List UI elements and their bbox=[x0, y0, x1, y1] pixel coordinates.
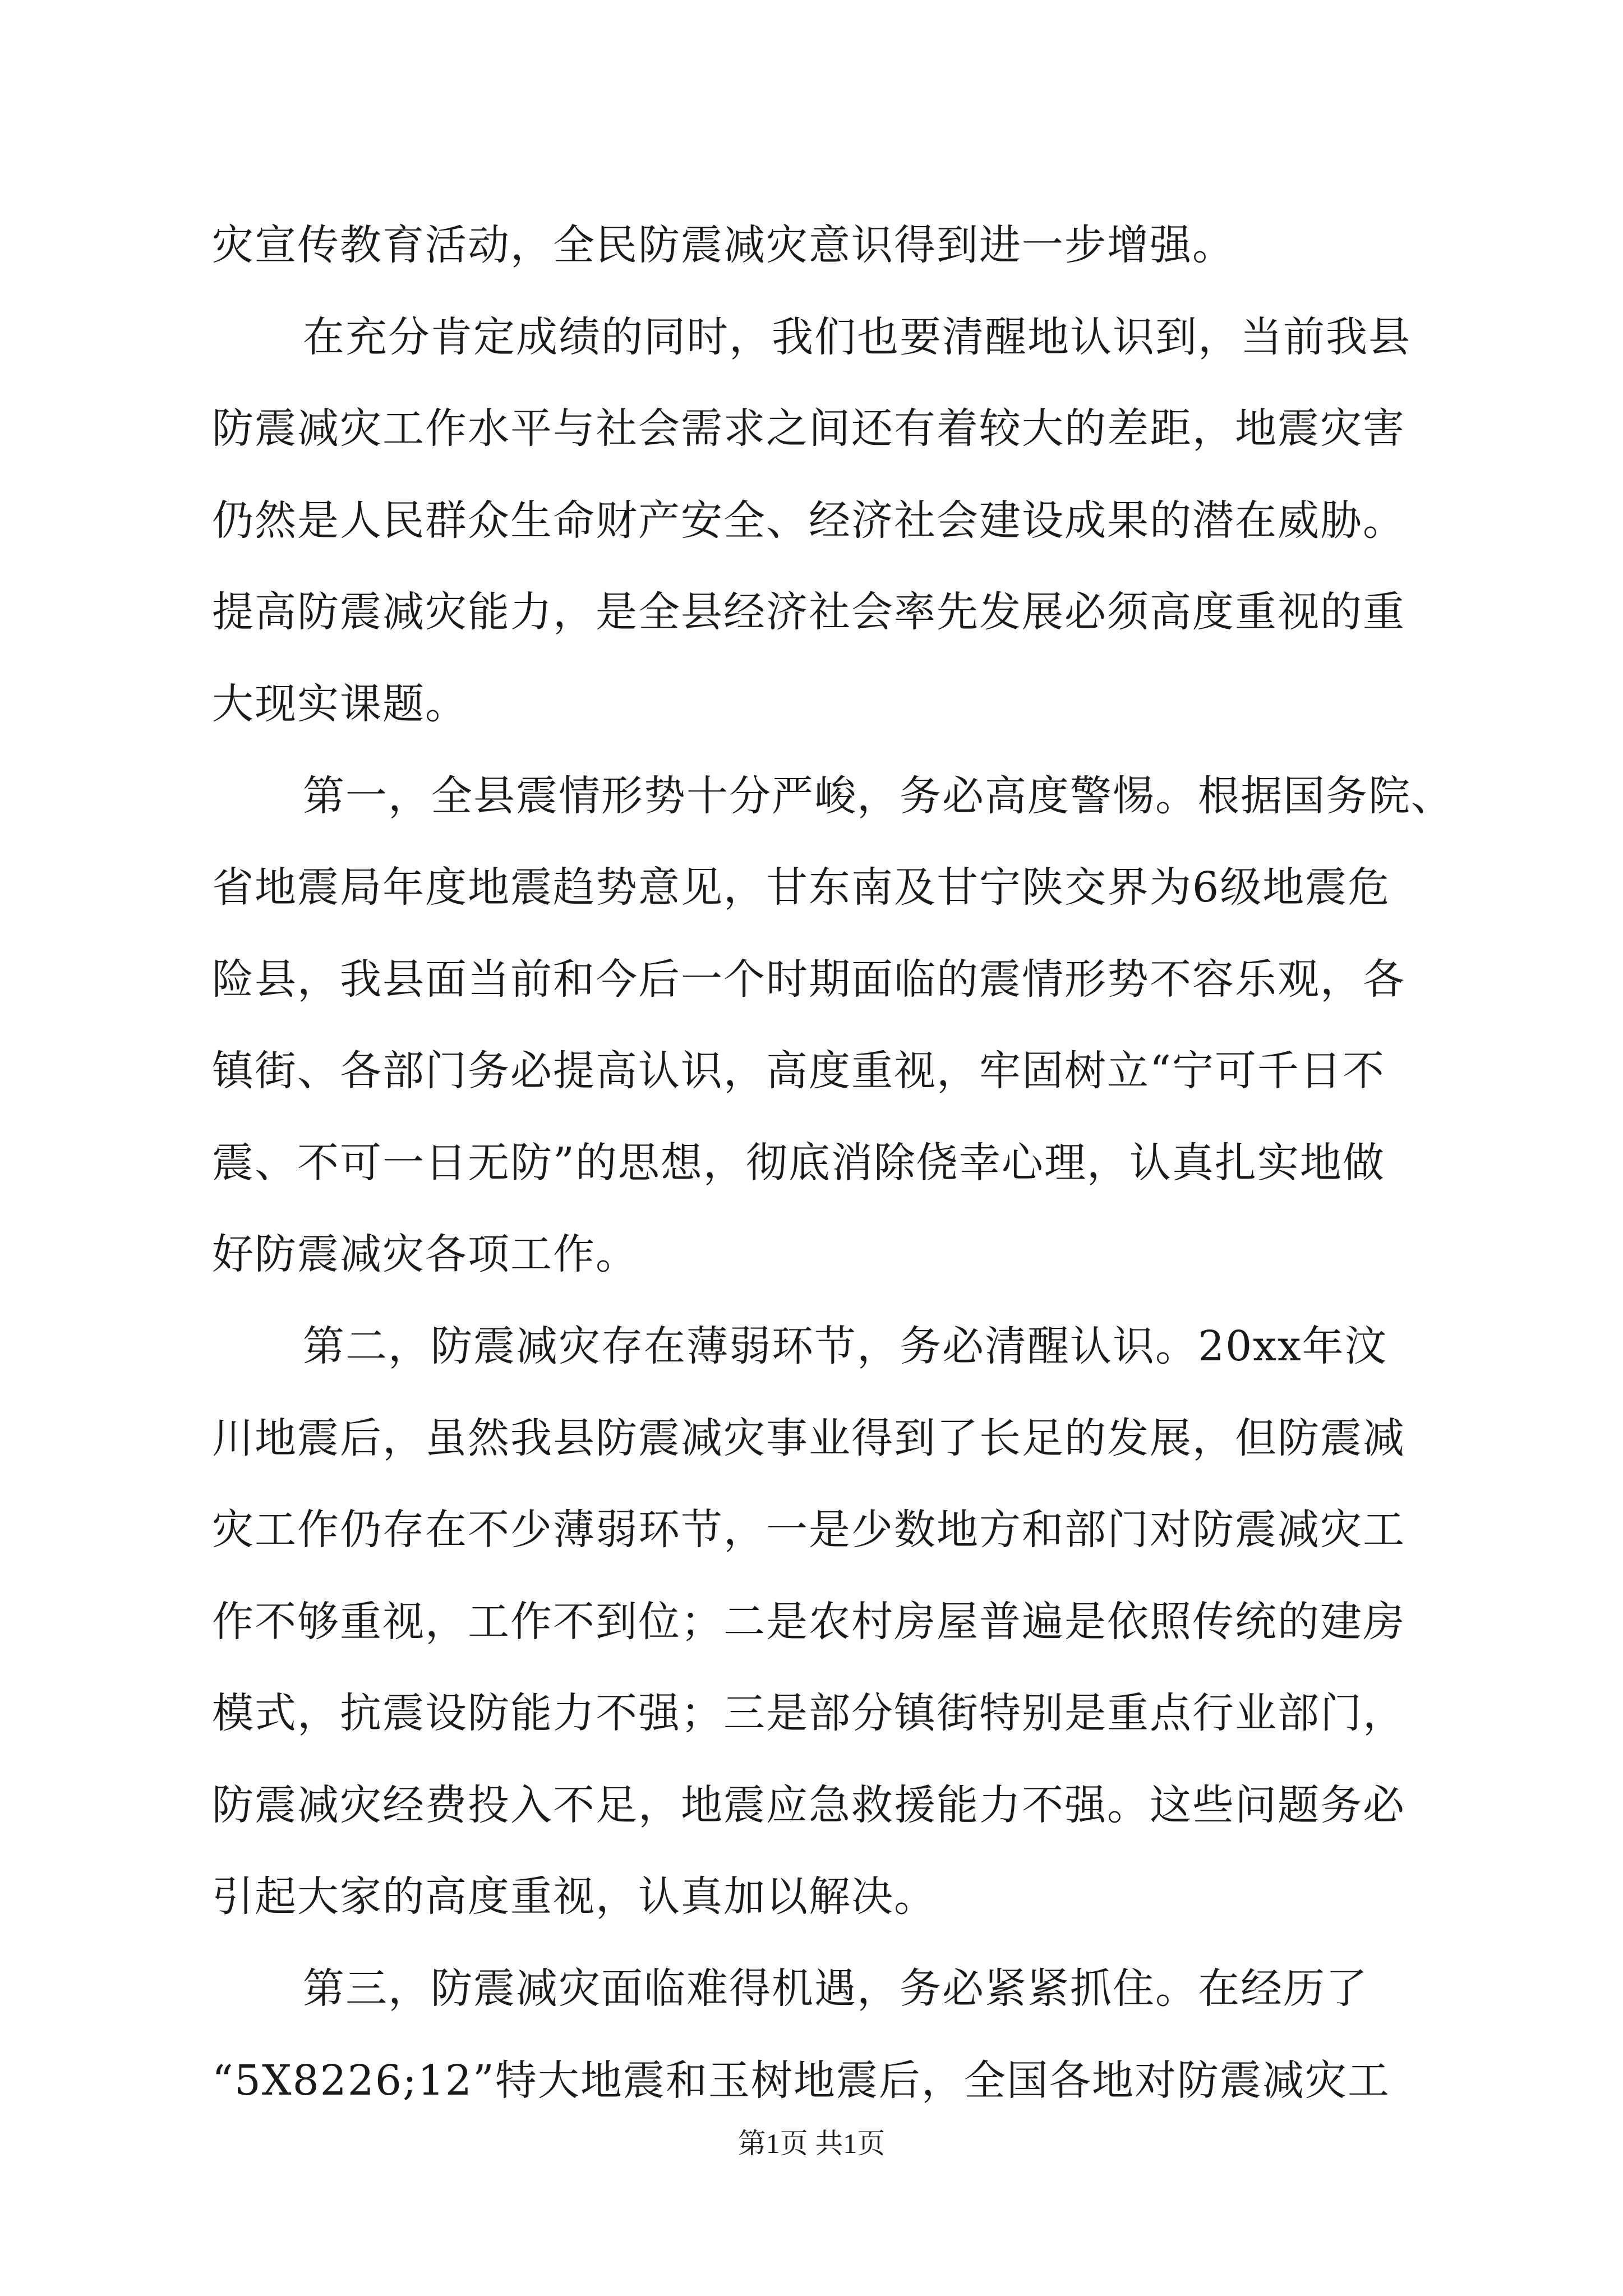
text-line-9: 险县，我县面当前和今后一个时期面临的震情形势不容乐观，各 bbox=[212, 955, 1405, 1004]
text-line-12: 好防震减灾各项工作。 bbox=[212, 1230, 638, 1278]
text-line-1: 灾宣传教育活动，全民防震减灾意识得到进一步增强。 bbox=[212, 221, 1235, 269]
text-line-19: 引起大家的高度重视，认真加以解决。 bbox=[212, 1872, 937, 1921]
text-line-14: 川地震后，虽然我县防震减灾事业得到了长足的发展，但防震减 bbox=[212, 1414, 1405, 1462]
text-line-21: “5X8226;12”特大地震和玉树地震后，全国各地对防震减灾工 bbox=[212, 2056, 1390, 2105]
text-line-20: 第三，防震减灾面临难得机遇，务必紧紧抓住。在经历了 bbox=[303, 1964, 1368, 2013]
text-line-3: 防震减灾工作水平与社会需求之间还有着较大的差距，地震灾害 bbox=[212, 404, 1405, 453]
text-line-16: 作不够重视，工作不到位；二是农村房屋普遍是依照传统的建房 bbox=[212, 1598, 1405, 1646]
text-line-17: 模式，抗震设防能力不强；三是部分镇街特别是重点行业部门， bbox=[212, 1689, 1405, 1737]
text-line-2: 在充分肯定成绩的同时，我们也要清醒地认识到，当前我县 bbox=[303, 313, 1411, 361]
text-line-13: 第二，防震减灾存在薄弱环节，务必清醒认识。20xx年汶 bbox=[303, 1322, 1387, 1370]
text-line-4: 仍然是人民群众生命财产安全、经济社会建设成果的潜在威胁。 bbox=[212, 496, 1405, 545]
text-line-18: 防震减灾经费投入不足，地震应急救援能力不强。这些问题务必 bbox=[212, 1781, 1405, 1829]
text-line-5: 提高防震减灾能力，是全县经济社会率先发展必须高度重视的重 bbox=[212, 588, 1405, 636]
text-line-11: 震、不可一日无防”的思想，彻底消除侥幸心理，认真扎实地做 bbox=[212, 1139, 1385, 1187]
text-line-6: 大现实课题。 bbox=[212, 680, 468, 728]
text-line-15: 灾工作仍存在不少薄弱环节，一是少数地方和部门对防震减灾工 bbox=[212, 1506, 1405, 1554]
page-footer: 第1页 共1页 bbox=[737, 2128, 886, 2159]
text-line-8: 省地震局年度地震趋势意见，甘东南及甘宁陕交界为6级地震危 bbox=[212, 863, 1391, 912]
text-line-7: 第一，全县震情形势十分严峻，务必高度警惕。根据国务院、 bbox=[303, 772, 1454, 820]
text-line-10: 镇街、各部门务必提高认识，高度重视，牢固树立“宁可千日不 bbox=[212, 1047, 1385, 1095]
